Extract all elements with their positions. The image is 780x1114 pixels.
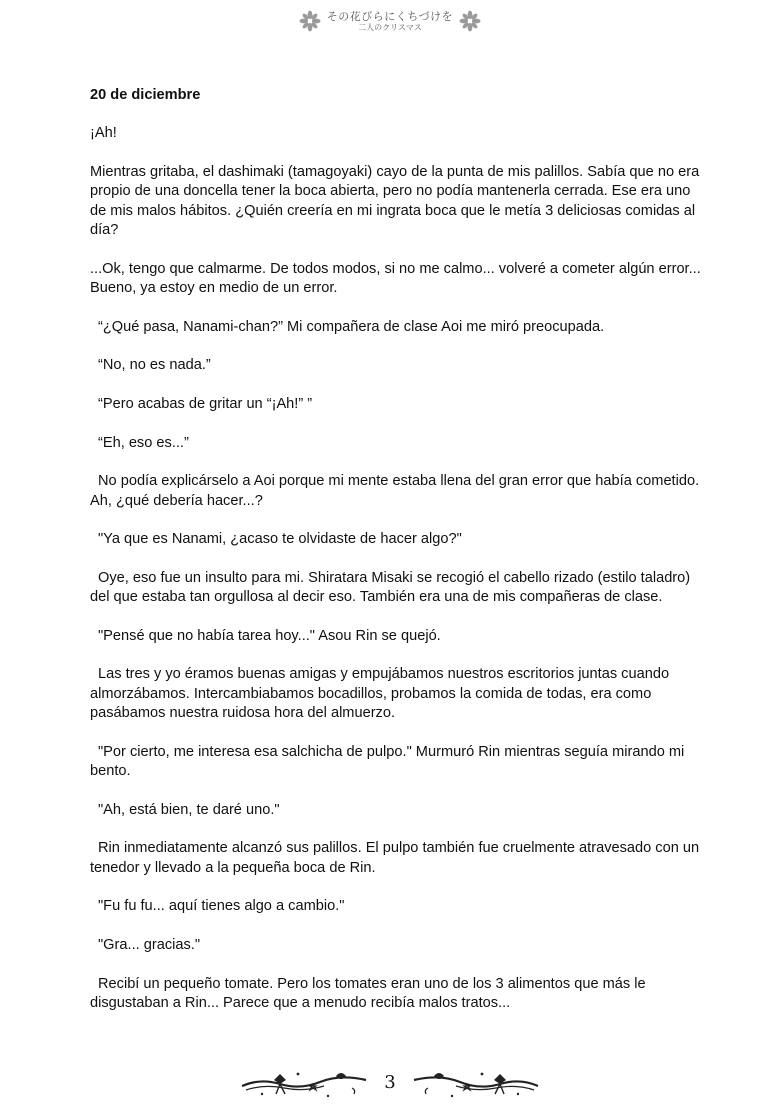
paragraph: "Fu fu fu... aquí tienes algo a cambio."	[98, 898, 345, 915]
page-number: 3	[384, 1071, 396, 1093]
paragraph: "Por cierto, me interesa esa salchicha de pulpo." Murmuró Rin mientras seguía mirando mi bento.	[90, 743, 685, 780]
flower-icon	[299, 10, 321, 32]
paragraph: Rin inmediatamente alcanzó sus palillos. El pulpo también fue cruelmente atravesado con un tenedor y llevado a la pequeña boca de Rin.	[90, 840, 700, 876]
paragraph: “¿Qué pasa, Nanami-chan?” Mi compañera de clase Aoi me miró preocupada.	[98, 318, 605, 335]
header-title-line1: その花びらにくちづけを	[326, 9, 454, 23]
paragraph: "Gra... gracias."	[98, 936, 201, 953]
paragraph: "Pensé que no había tarea hoy..." Asou Rin se quejó.	[98, 627, 441, 644]
flower-icon	[459, 10, 481, 32]
page-body	[90, 86, 702, 1033]
paragraph: ¡Ah!	[90, 125, 117, 142]
ribbon-ornament-icon	[410, 1064, 540, 1100]
paragraph: No podía explicárselo a Aoi porque mi mente estaba llena del gran error que había cometido. Ah, ¿qué debería hacer...?	[90, 473, 700, 509]
paragraph: Las tres y yo éramos buenas amigas y empujábamos nuestros escritorios juntas cuando almorzábamos. Intercambiabamos bocadillos, probamos la comida de todas, era como pasábamos nuestra ruidosa hora del almuerzo.	[90, 666, 670, 722]
ribbon-ornament-icon	[240, 1064, 370, 1100]
header-title-line2: 二人のクリスマス	[358, 22, 422, 32]
paragraph: "Ah, está bien, te daré uno."	[98, 801, 280, 818]
paragraph: “Eh, eso es...”	[98, 434, 189, 451]
paragraph: Recibí un pequeño tomate. Pero los tomates eran uno de los 3 alimentos que más le disgustaban a Rin... Parece que a menudo recibía malos tratos...	[90, 975, 646, 1011]
paragraph: “Pero acabas de gritar un “¡Ah!” ”	[98, 396, 313, 412]
header-title	[327, 11, 453, 32]
paragraph: "Ya que es Nanami, ¿acaso te olvidaste de hacer algo?"	[98, 531, 462, 548]
chapter-date: 20 de diciembre	[90, 87, 201, 103]
paragraph: “No, no es nada.”	[98, 357, 211, 374]
paragraph: ...Ok, tengo que calmarme. De todos modos, si no me calmo... volveré a cometer algún error... Bueno, ya estoy en medio de un error.	[90, 260, 701, 297]
paragraph: Oye, eso fue un insulto para mi. Shiratara Misaki se recogió el cabello rizado (estilo taladro) del que estaba tan orgullosa al decir eso. También era una de mis compañeras de clase.	[90, 569, 691, 606]
page-footer	[0, 1062, 780, 1102]
page-header	[0, 6, 780, 36]
paragraph: Mientras gritaba, el dashimaki (tamagoyaki) cayo de la punta de mis palillos. Sabía que no era propio de una doncella tener la boca abierta, pero no podía mantenerla cerrada. Ese era uno de mis malos hábitos. ¿Quién creería en mi ingrata boca que le metía 3 deliciosas comidas al día?	[90, 164, 700, 239]
